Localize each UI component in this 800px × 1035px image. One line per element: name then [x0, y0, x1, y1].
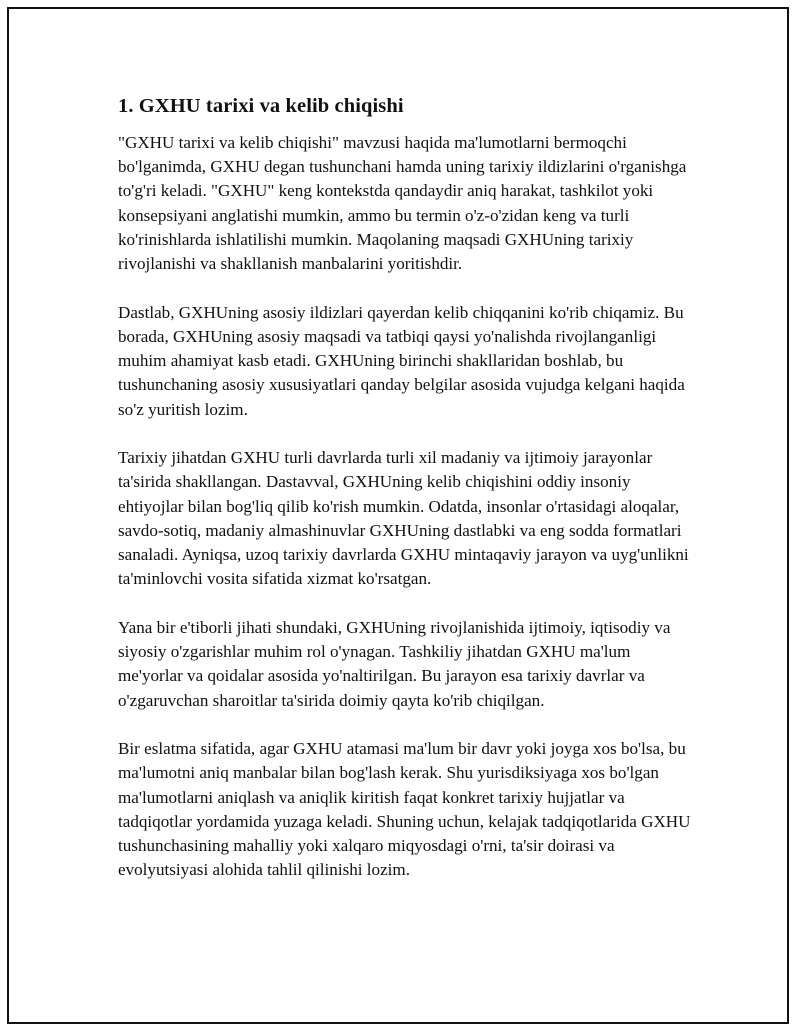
paragraph-3: Tarixiy jihatdan GXHU turli davrlarda turli xil madaniy va ijtimoiy jarayonlar ta'sirida shakllangan. Dastavval, GXHUning kelib chiqishini oddiy insoniy ehtiyojlar bilan bog'liq qilib ko'rish mumkin. Odatda, insonlar o'rtasidagi aloqalar, savdo-sotiq, madaniy almashinuvlar GXHUning dastlabki va eng sodda formatlari sanaladi. Ayniqsa, uzoq tarixiy davrlarda GXHU mintaqaviy jarayon va uyg'unlikni ta'minlovchi vosita sifatida xizmat ko'rsatgan.: [118, 448, 689, 589]
paragraph-5: Bir eslatma sifatida, agar GXHU atamasi ma'lum bir davr yoki joyga xos bo'lsa, bu ma'lumotni aniq manbalar bilan bog'lash kerak. Shu yurisdiksiyaga xos bo'lgan ma'lumotlarni aniqlash va aniqlik kiritish faqat konkret tarixiy hujjatlar va tadqiqotlar yordamida yuzaga keladi. Shuning uchun, kelajak tadqiqotlarida GXHU tushunchasining mahalliy yoki xalqaro miqyosdagi o'rni, ta'sir doirasi va evolyutsiyasi alohida tahlil qilinishi lozim.: [118, 739, 691, 880]
section-heading: 1. GXHU tarixi va kelib chiqishi: [118, 95, 404, 117]
paragraph-1: "GXHU tarixi va kelib chiqishi" mavzusi haqida ma'lumotlarni bermoqchi bo'lganimda, GXHU degan tushunchani hamda uning tarixiy ildizlarini o'rganishga to'g'ri keladi. "GXHU" keng kontekstda qandaydir aniq harakat, tashkilot yoki konsepsiyani anglatishi mumkin, ammo bu termin o'z-o'zidan keng va turli ko'rinishlarda ishlatilishi mumkin. Maqolaning maqsadi GXHUning tarixiy rivojlanishi va shakllanish manbalarini yoritishdir.: [118, 133, 687, 274]
document-body: [118, 92, 693, 907]
paragraph-4: Yana bir e'tiborli jihati shundaki, GXHUning rivojlanishida ijtimoiy, iqtisodiy va siyosiy o'zgarishlar muhim rol o'ynagan. Tashkiliy jihatdan GXHU ma'lum me'yorlar va qoidalar asosida yo'naltirilgan. Bu jarayon esa tarixiy davrlar va o'zgaruvchan sharoitlar ta'sirida doimiy qayta ko'rib chiqilgan.: [118, 617, 671, 710]
paragraph-2: Dastlab, GXHUning asosiy ildizlari qayerdan kelib chiqqanini ko'rib chiqamiz. Bu borada, GXHUning asosiy maqsadi va tatbiqi qaysi yo'nalishda rivojlanganligi muhim ahamiyat kasb etadi. GXHUning birinchi shakllaridan boshlab, bu tushunchaning asosiy xususiyatlari qanday belgilar asosida vujudga kelgani haqida so'z yuritish lozim.: [118, 302, 685, 419]
